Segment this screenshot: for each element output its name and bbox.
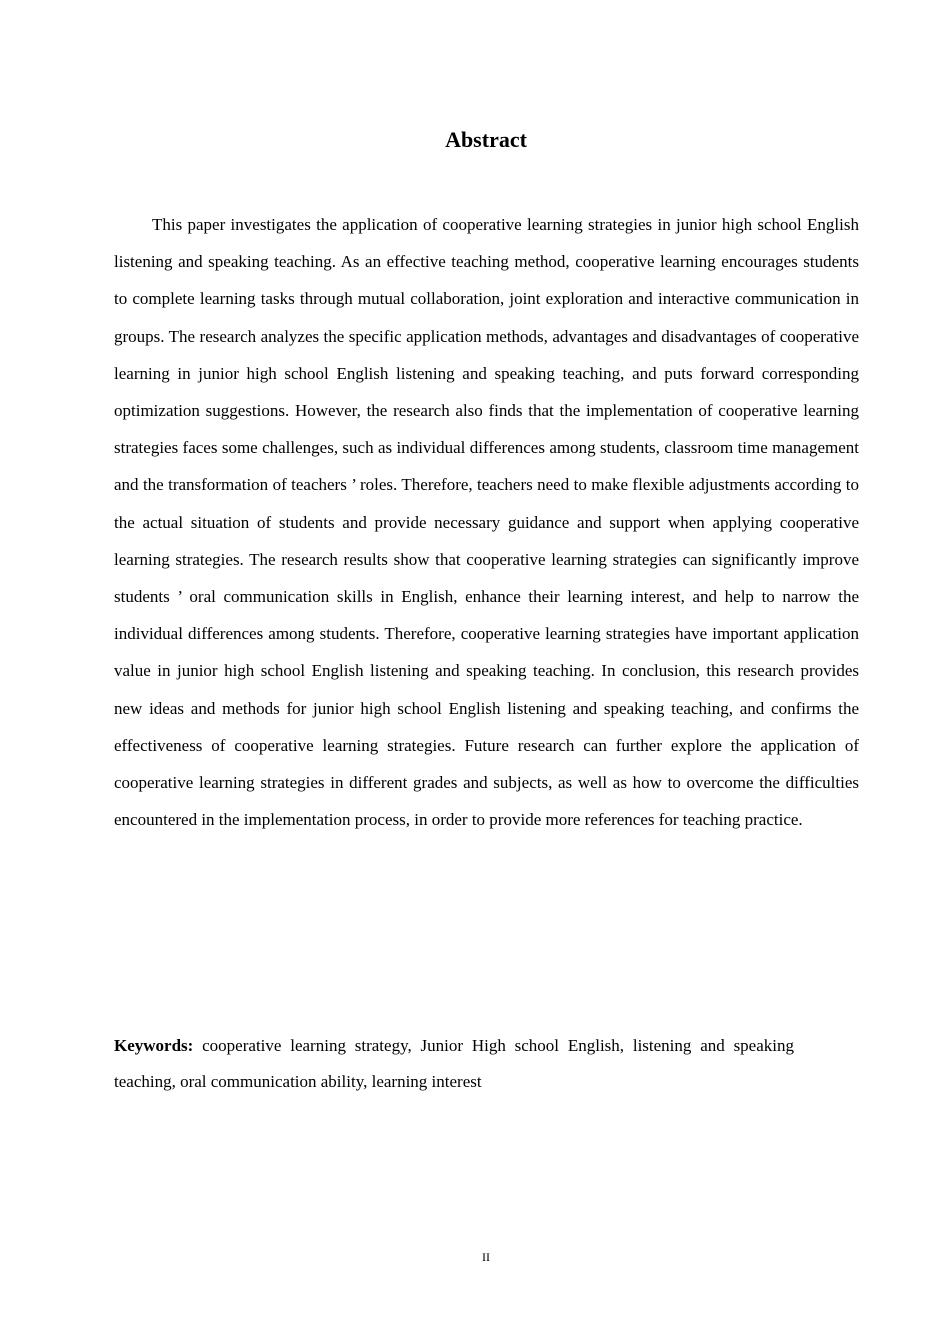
keywords-section [114, 1028, 794, 1100]
abstract-paragraph: This paper investigates the application of cooperative learning strategies in junior high school English listening and speaking teaching. As an effective teaching method, cooperative learning encourages students to complete learning tasks through mutual collaboration, joint exploration and interactive communication in groups. The research analyzes the specific application methods, advantages and disadvantages of cooperative learning in junior high school English listening and speaking teaching, and puts forward corresponding optimization suggestions. However, the research also finds that the implementation of cooperative learning strategies faces some challenges, such as individual differences among students, classroom time management and the transformation of teachers ’ roles. Therefore, teachers need to make flexible adjustments according to the actual situation of students and provide necessary guidance and support when applying cooperative learning strategies. The research results show that cooperative learning strategies can significantly improve students ’ oral communication skills in English, enhance their learning interest, and help to narrow the individual differences among students. Therefore, cooperative learning strategies have important application value in junior high school English listening and speaking teaching. In conclusion, this research provides new ideas and methods for junior high school English listening and speaking teaching, and confirms the effectiveness of cooperative learning strategies. Future research can further explore the application of cooperative learning strategies in different grades and subjects, as well as how to overcome the difficulties encountered in the implementation process, in order to provide more references for teaching practice. [114, 215, 859, 830]
abstract-title: Abstract [445, 127, 527, 152]
keywords-label: Keywords: [114, 1036, 194, 1055]
keywords-list: cooperative learning strategy, Junior High school English, listening and speaking teaching, oral communication ability, learning interest [114, 1036, 794, 1091]
page-number: II [482, 1250, 490, 1264]
